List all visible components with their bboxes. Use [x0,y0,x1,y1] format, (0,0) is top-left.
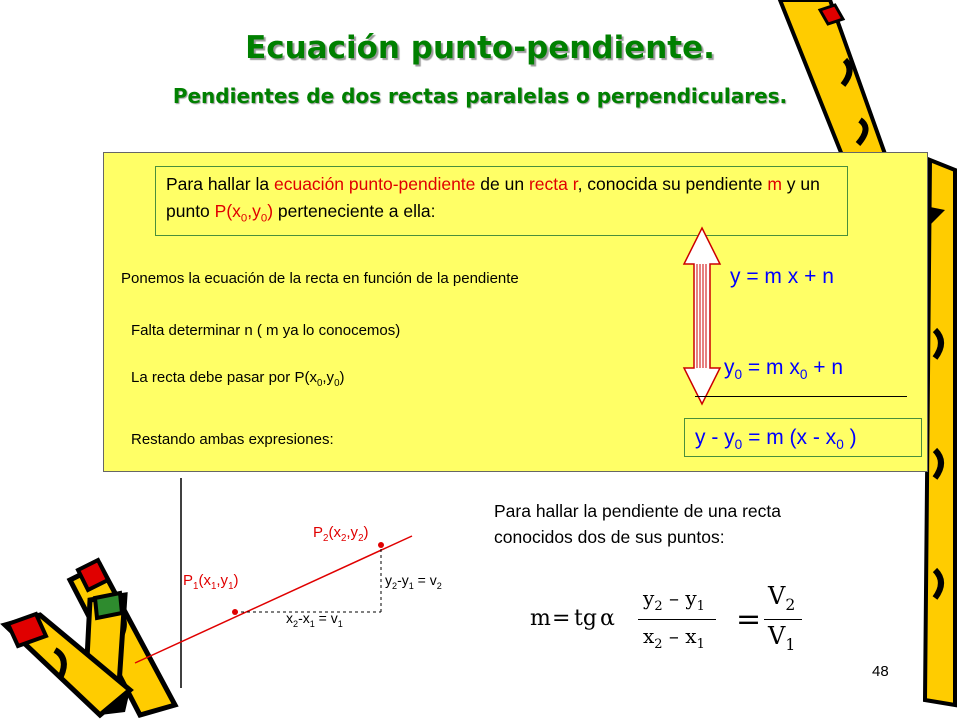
formula-part: y - y [695,426,735,449]
step-3-sub: 0 [316,378,323,389]
label-sub: 2 [436,580,442,591]
label-part: -y [397,572,409,588]
label-sub: 1 [228,581,234,592]
formula-part: V [768,582,786,610]
slope-description [494,498,894,550]
formula-sub: 0 [836,437,844,453]
point-p2 [378,542,384,548]
formula-part: – [668,586,679,610]
label-part: = v [413,572,437,588]
formula-numerator [643,586,705,614]
formula-part: x [685,624,697,648]
page-number: 48 [872,663,889,680]
intro-point-part: ) [267,201,274,221]
formula-sub: 2 [654,599,663,614]
intro-text: y un punto [166,174,820,221]
formula-sub: 1 [785,635,796,654]
double-arrow-icon [680,226,724,406]
label-p1 [183,572,239,592]
formula-denominator [643,624,705,652]
intro-text: , conocida su pendiente [577,174,768,194]
intro-point-sub: 0 [260,212,268,225]
intro-point-sub: 0 [240,212,248,225]
step-3-sub: 0 [334,378,340,389]
intro-text: perteneciente a ella: [273,201,436,221]
formula-part: + n [807,356,844,379]
line-r [135,536,412,663]
fraction-bar [638,619,716,620]
intro-box [155,166,848,236]
label-sub: 1 [193,581,199,592]
step-3-text: La recta debe pasar por P(x [131,369,317,386]
formula-part: x [643,624,655,648]
label-sub: 2 [323,533,329,544]
label-sub: 1 [210,581,217,592]
formula-equals: = [552,606,571,631]
formula-alpha: α [600,606,615,631]
formula-sub: 0 [734,367,743,383]
intro-highlight: recta r [528,174,578,194]
label-sub: 2 [392,580,398,591]
step-2: Falta determinar n ( m ya lo conocemos) [131,322,401,339]
label-part: -x [298,610,310,626]
slope-description-line: conocidos dos de sus puntos: [494,527,725,547]
formula-part: y [685,586,697,610]
formula-sub: 0 [734,437,743,453]
formula-point [724,356,843,382]
formula-part: – [668,624,679,648]
label-part: ,y [346,524,359,541]
label-dy [385,572,442,591]
intro-text: de un [475,174,529,194]
step-3-text: ) [339,369,345,386]
slide-title: Ecuación punto-pendiente. [245,30,715,66]
intro-highlight: ecuación punto-pendiente [273,174,476,194]
label-part: P [313,524,324,541]
label-sub: 1 [337,618,343,629]
label-part: (x [198,572,211,589]
formula-m: m [530,606,551,631]
intro-point [214,201,274,225]
formula-sub: 2 [785,595,796,614]
label-dx [286,610,343,629]
label-part: = v [314,610,338,626]
step-3-text: ,y [322,369,335,386]
step-3 [131,369,345,389]
formula-part: V [768,622,786,650]
label-sub: 2 [358,533,364,544]
formula-v-numerator [768,582,795,614]
formula-v-denominator [768,622,795,654]
step-1: Ponemos la ecuación de la recta en función de la pendiente [121,270,519,287]
intro-text: Para hallar la [166,174,274,194]
label-part: ,y [216,572,229,589]
label-part: P [183,572,194,589]
label-part: x [286,610,293,626]
divider-line [695,396,907,397]
slide-subtitle: Pendientes de dos rectas paralelas o perpendiculares. [172,84,788,108]
formula-part: = m (x - x [742,426,837,449]
label-part: y [385,572,392,588]
formula-general: y = m x + n [730,265,834,288]
fraction-bar [764,619,802,620]
formula-part: ) [843,426,857,449]
formula-sub: 1 [696,599,705,614]
formula-sub: 0 [799,367,808,383]
step-4: Restando ambas expresiones: [131,431,334,448]
slope-formula [530,582,830,662]
formula-equals: = [736,602,762,637]
label-sub: 2 [293,618,299,629]
label-part: (x [328,524,341,541]
formula-part: y [724,356,735,379]
point-p1 [232,609,238,615]
label-part: ) [233,572,239,589]
intro-highlight: m [767,174,782,194]
formula-tg: tg [574,606,597,631]
label-p2 [313,524,369,544]
intro-point-part: P(x [214,201,241,221]
formula-part: y [643,586,655,610]
formula-final [684,418,922,457]
label-sub: 1 [408,580,414,591]
label-sub: 1 [309,618,315,629]
label-sub: 2 [340,533,347,544]
formula-part: = m x [742,356,800,379]
formula-sub: 2 [654,637,663,652]
intro-point-part: ,y [247,201,261,221]
formula-sub: 1 [696,637,705,652]
slope-description-line: Para hallar la pendiente de una recta [494,501,782,521]
label-part: ) [363,524,369,541]
